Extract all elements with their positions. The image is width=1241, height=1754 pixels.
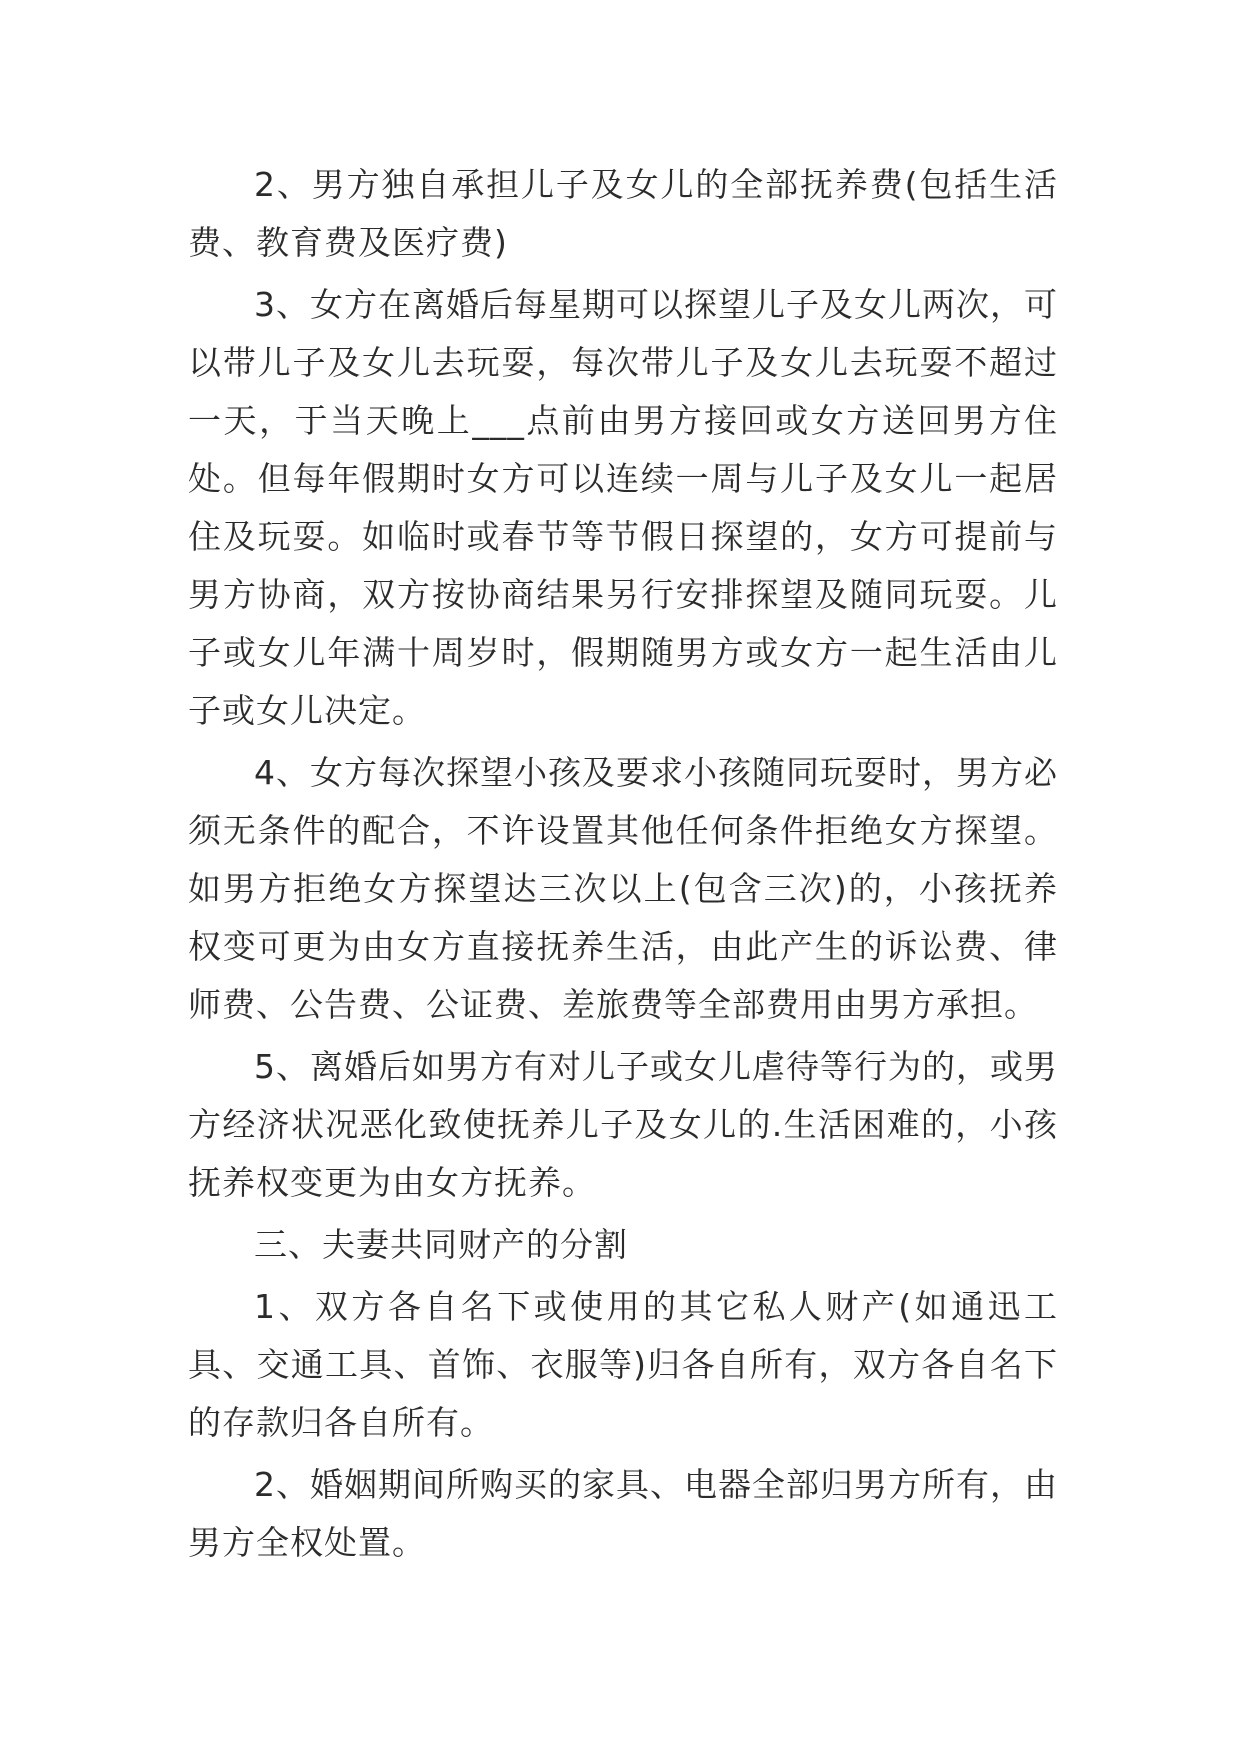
paragraph-furniture-appliances: 2、婚姻期间所购买的家具、电器全部归男方所有，由男方全权处置。 <box>188 1465 1058 1562</box>
document-body <box>188 156 1058 1576</box>
paragraph-custody-change: 5、离婚后如男方有对儿子或女儿虐待等行为的，或男方经济状况恶化致使抚养儿子及女儿的.生活困难的，小孩抚养权变更为由女方抚养。 <box>188 1047 1058 1202</box>
paragraph-visitation-cooperation: 4、女方每次探望小孩及要求小孩随同玩耍时，男方必须无条件的配合，不许设置其他任何条件拒绝女方探望。如男方拒绝女方探望达三次以上(包含三次)的，小孩抚养权变可更为由女方直接抚养生活，由此产生的诉讼费、律师费、公告费、公证费、差旅费等全部费用由男方承担。 <box>188 753 1058 1024</box>
paragraph-visitation: 3、女方在离婚后每星期可以探望儿子及女儿两次，可以带儿子及女儿去玩耍，每次带儿子及女儿去玩耍不超过一天，于当天晚上___点前由男方接回或女方送回男方住处。但每年假期时女方可以连续一周与儿子及女儿一起居住及玩耍。如临时或春节等节假日探望的，女方可提前与男方协商，双方按协商结果另行安排探望及随同玩耍。儿子或女儿年满十周岁时，假期随男方或女方一起生活由儿子或女儿决定。 <box>188 285 1058 730</box>
section-heading-property-division: 三、夫妻共同财产的分割 <box>254 1225 628 1264</box>
paragraph-personal-property: 1、双方各自名下或使用的其它私人财产(如通迅工具、交通工具、首饰、衣服等)归各自所有，双方各自名下的存款归各自所有。 <box>188 1287 1058 1442</box>
paragraph-child-support: 2、男方独自承担儿子及女儿的全部抚养费(包括生活费、教育费及医疗费) <box>188 165 1058 262</box>
